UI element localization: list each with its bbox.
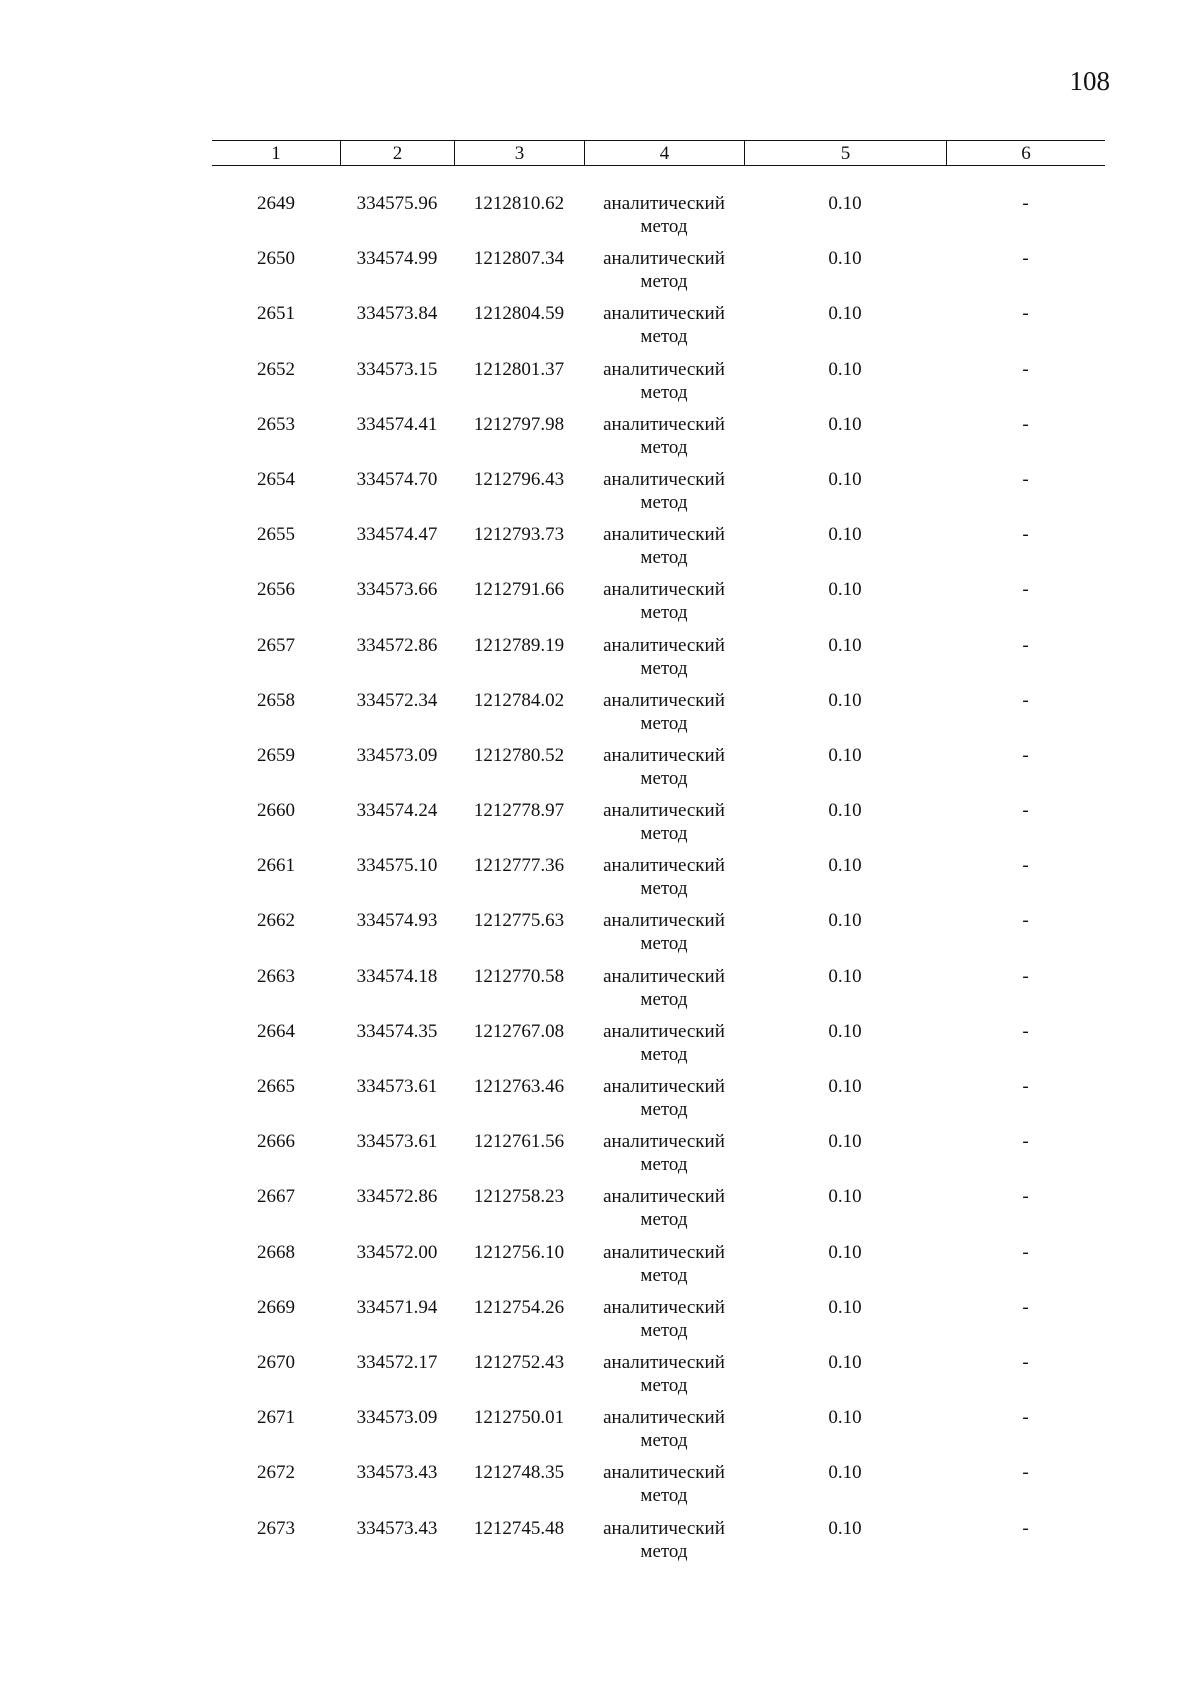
point-number: 2652 (257, 358, 295, 380)
table-row (212, 1461, 1105, 1516)
method-cell (584, 744, 744, 790)
y-coordinate: 1212804.59 (473, 303, 565, 325)
accuracy-value: 0.10 (828, 1241, 862, 1263)
method-line-1: аналитический (603, 1351, 725, 1373)
method-line-2: метод (640, 767, 688, 789)
table-row (212, 799, 1105, 854)
method-cell (584, 413, 744, 459)
method-line-2: метод (640, 1319, 688, 1341)
accuracy-value: 0.10 (828, 1076, 862, 1097)
x-coordinate: 334572.86 (356, 1186, 438, 1208)
header-col-1: 1 (271, 143, 281, 164)
note-value: - (1022, 855, 1029, 877)
note-value: - (1022, 634, 1029, 656)
table-row (212, 909, 1105, 964)
point-number: 2672 (257, 1462, 295, 1484)
note-value: - (1022, 303, 1029, 325)
method-line-1: аналитический (603, 579, 725, 601)
accuracy-value: 0.10 (828, 193, 862, 214)
y-coordinate: 1212778.97 (473, 800, 565, 822)
method-line-2: метод (640, 1264, 688, 1286)
accuracy-value: 0.10 (828, 303, 862, 325)
method-line-1: аналитический (603, 1462, 725, 1484)
accuracy-value: 0.10 (828, 1351, 862, 1373)
accuracy-value: 0.10 (828, 1296, 862, 1318)
method-line-1: аналитический (603, 1076, 725, 1097)
method-line-1: аналитический (603, 910, 725, 932)
method-line-1: аналитический (603, 855, 725, 877)
point-number: 2654 (257, 468, 295, 490)
point-number: 2663 (257, 965, 295, 987)
accuracy-value: 0.10 (828, 1517, 862, 1539)
method-line-2: метод (640, 988, 688, 1010)
table-row (212, 744, 1105, 799)
point-number: 2669 (257, 1296, 295, 1318)
note-value: - (1022, 689, 1029, 711)
point-number: 2657 (257, 634, 295, 656)
accuracy-value: 0.10 (828, 634, 862, 656)
method-cell (584, 1020, 744, 1066)
method-line-2: метод (640, 712, 688, 734)
table-row (212, 192, 1105, 247)
table-row (212, 1241, 1105, 1296)
method-line-2: метод (640, 1043, 688, 1065)
header-col-6: 6 (946, 141, 1105, 165)
table-row (212, 358, 1105, 413)
point-number: 2651 (257, 303, 295, 325)
table-row (212, 1185, 1105, 1240)
point-number: 2670 (257, 1351, 295, 1373)
method-cell (584, 302, 744, 348)
header-col-3: 3 (454, 141, 584, 165)
x-coordinate: 334574.70 (356, 468, 438, 490)
point-number: 2673 (257, 1517, 295, 1539)
x-coordinate: 334574.18 (356, 965, 438, 987)
accuracy-value: 0.10 (828, 1462, 862, 1484)
method-line-2: метод (640, 657, 688, 679)
method-line-1: аналитический (603, 193, 725, 214)
header-col-5: 5 (744, 141, 946, 165)
point-number: 2662 (257, 910, 295, 932)
table-row (212, 1351, 1105, 1406)
accuracy-value: 0.10 (828, 965, 862, 987)
method-line-2: метод (640, 823, 688, 845)
table-body (212, 192, 1105, 1572)
method-line-2: метод (640, 878, 688, 900)
method-cell (584, 1075, 744, 1121)
method-line-1: аналитический (603, 634, 725, 656)
y-coordinate: 1212801.37 (473, 358, 565, 380)
y-coordinate: 1212770.58 (473, 965, 565, 987)
method-cell (584, 468, 744, 514)
method-line-1: аналитический (603, 1517, 725, 1539)
table-row (212, 1517, 1105, 1572)
table-header (212, 140, 1105, 166)
note-value: - (1022, 965, 1029, 987)
method-line-1: аналитический (603, 689, 725, 711)
method-cell (584, 1185, 744, 1231)
x-coordinate: 334575.96 (356, 193, 438, 214)
accuracy-value: 0.10 (828, 248, 862, 270)
method-cell (584, 1461, 744, 1507)
y-coordinate: 1212754.26 (473, 1296, 565, 1318)
accuracy-value: 0.10 (828, 524, 862, 546)
method-cell (584, 1296, 744, 1342)
method-line-2: метод (640, 602, 688, 624)
note-value: - (1022, 1351, 1029, 1373)
x-coordinate: 334573.15 (356, 358, 438, 380)
accuracy-value: 0.10 (828, 1131, 862, 1153)
method-cell (584, 689, 744, 735)
method-cell (584, 578, 744, 624)
x-coordinate: 334575.10 (356, 855, 438, 877)
point-number: 2664 (257, 1020, 295, 1042)
x-coordinate: 334573.66 (356, 579, 438, 601)
point-number: 2665 (257, 1076, 295, 1097)
point-number: 2661 (257, 855, 295, 877)
y-coordinate: 1212797.98 (473, 413, 565, 435)
accuracy-value: 0.10 (828, 358, 862, 380)
method-cell (584, 192, 744, 238)
method-line-1: аналитический (603, 1296, 725, 1318)
y-coordinate: 1212767.08 (473, 1020, 565, 1042)
method-line-1: аналитический (603, 744, 725, 766)
point-number: 2653 (257, 413, 295, 435)
accuracy-value: 0.10 (828, 468, 862, 490)
table-row (212, 468, 1105, 523)
y-coordinate: 1212763.46 (473, 1076, 565, 1097)
y-coordinate: 1212784.02 (473, 689, 565, 711)
table-row (212, 689, 1105, 744)
x-coordinate: 334573.09 (356, 744, 438, 766)
y-coordinate: 1212758.23 (473, 1186, 565, 1208)
note-value: - (1022, 1020, 1029, 1042)
table-row (212, 1020, 1105, 1075)
point-number: 2658 (257, 689, 295, 711)
note-value: - (1022, 1296, 1029, 1318)
x-coordinate: 334573.09 (356, 1407, 438, 1429)
method-line-2: метод (640, 1154, 688, 1176)
point-number: 2667 (257, 1186, 295, 1208)
method-cell (584, 358, 744, 404)
note-value: - (1022, 1131, 1029, 1153)
point-number: 2660 (257, 800, 295, 822)
method-cell (584, 1241, 744, 1287)
table-row (212, 1075, 1105, 1130)
method-line-2: метод (640, 491, 688, 513)
table-row (212, 1296, 1105, 1351)
point-number: 2655 (257, 524, 295, 546)
method-cell (584, 909, 744, 955)
method-line-1: аналитический (603, 1407, 725, 1429)
method-line-2: метод (640, 1485, 688, 1507)
y-coordinate: 1212810.62 (473, 193, 565, 214)
x-coordinate: 334574.41 (356, 413, 438, 435)
point-number: 2656 (257, 579, 295, 601)
table-row (212, 1130, 1105, 1185)
y-coordinate: 1212789.19 (473, 634, 565, 656)
method-line-1: аналитический (603, 1131, 725, 1153)
method-cell (584, 523, 744, 569)
point-number: 2666 (257, 1131, 295, 1153)
accuracy-value: 0.10 (828, 689, 862, 711)
x-coordinate: 334573.43 (356, 1517, 438, 1539)
method-cell (584, 965, 744, 1011)
method-cell (584, 854, 744, 900)
method-line-2: метод (640, 326, 688, 348)
note-value: - (1022, 468, 1029, 490)
method-line-2: метод (640, 933, 688, 955)
method-line-2: метод (640, 1099, 688, 1120)
accuracy-value: 0.10 (828, 855, 862, 877)
note-value: - (1022, 1241, 1029, 1263)
y-coordinate: 1212750.01 (473, 1407, 565, 1429)
y-coordinate: 1212807.34 (473, 248, 565, 270)
y-coordinate: 1212791.66 (473, 579, 565, 601)
x-coordinate: 334574.93 (356, 910, 438, 932)
y-coordinate: 1212761.56 (473, 1131, 565, 1153)
x-coordinate: 334572.34 (356, 689, 438, 711)
x-coordinate: 334572.00 (356, 1241, 438, 1263)
x-coordinate: 334574.24 (356, 800, 438, 822)
method-cell (584, 799, 744, 845)
method-cell (584, 634, 744, 680)
method-line-1: аналитический (603, 1241, 725, 1263)
y-coordinate: 1212793.73 (473, 524, 565, 546)
note-value: - (1022, 524, 1029, 546)
x-coordinate: 334574.47 (356, 524, 438, 546)
method-line-1: аналитический (603, 1186, 725, 1208)
method-line-2: метод (640, 271, 688, 293)
point-number: 2650 (257, 248, 295, 270)
note-value: - (1022, 358, 1029, 380)
table-row (212, 302, 1105, 357)
header-col-2: 2 (340, 141, 454, 165)
method-line-2: метод (640, 436, 688, 458)
accuracy-value: 0.10 (828, 910, 862, 932)
table-row (212, 413, 1105, 468)
x-coordinate: 334572.17 (356, 1351, 438, 1373)
x-coordinate: 334573.61 (356, 1131, 438, 1153)
method-cell (584, 1351, 744, 1397)
note-value: - (1022, 1076, 1029, 1097)
point-number: 2649 (257, 193, 295, 214)
y-coordinate: 1212756.10 (473, 1241, 565, 1263)
method-line-1: аналитический (603, 1020, 725, 1042)
method-line-2: метод (640, 547, 688, 569)
method-line-1: аналитический (603, 248, 725, 270)
table-row (212, 1406, 1105, 1461)
y-coordinate: 1212780.52 (473, 744, 565, 766)
note-value: - (1022, 248, 1029, 270)
y-coordinate: 1212777.36 (473, 855, 565, 877)
note-value: - (1022, 413, 1029, 435)
x-coordinate: 334573.43 (356, 1462, 438, 1484)
accuracy-value: 0.10 (828, 579, 862, 601)
method-line-2: метод (640, 216, 688, 237)
accuracy-value: 0.10 (828, 800, 862, 822)
x-coordinate: 334572.86 (356, 634, 438, 656)
y-coordinate: 1212775.63 (473, 910, 565, 932)
accuracy-value: 0.10 (828, 1020, 862, 1042)
point-number: 2659 (257, 744, 295, 766)
y-coordinate: 1212752.43 (473, 1351, 565, 1373)
note-value: - (1022, 800, 1029, 822)
method-line-2: метод (640, 1430, 688, 1452)
note-value: - (1022, 910, 1029, 932)
table-row (212, 854, 1105, 909)
method-cell (584, 247, 744, 293)
y-coordinate: 1212796.43 (473, 468, 565, 490)
method-cell (584, 1406, 744, 1452)
method-cell (584, 1517, 744, 1563)
method-line-2: метод (640, 381, 688, 403)
method-line-2: метод (640, 1374, 688, 1396)
method-line-2: метод (640, 1540, 688, 1562)
header-col-4: 4 (584, 141, 744, 165)
note-value: - (1022, 1407, 1029, 1429)
x-coordinate: 334574.35 (356, 1020, 438, 1042)
note-value: - (1022, 193, 1029, 214)
note-value: - (1022, 744, 1029, 766)
coordinates-table (212, 140, 1105, 1562)
note-value: - (1022, 1462, 1029, 1484)
table-row (212, 247, 1105, 302)
y-coordinate: 1212745.48 (473, 1517, 565, 1539)
x-coordinate: 334573.84 (356, 303, 438, 325)
method-line-1: аналитический (603, 965, 725, 987)
method-line-1: аналитический (603, 800, 725, 822)
method-line-1: аналитический (603, 413, 725, 435)
method-line-1: аналитический (603, 358, 725, 380)
point-number: 2671 (257, 1407, 295, 1429)
note-value: - (1022, 579, 1029, 601)
table-row (212, 965, 1105, 1020)
note-value: - (1022, 1517, 1029, 1539)
x-coordinate: 334574.99 (356, 248, 438, 270)
y-coordinate: 1212748.35 (473, 1462, 565, 1484)
accuracy-value: 0.10 (828, 1186, 862, 1208)
method-line-1: аналитический (603, 524, 725, 546)
x-coordinate: 334573.61 (356, 1076, 438, 1097)
table-row (212, 578, 1105, 633)
method-cell (584, 1130, 744, 1176)
accuracy-value: 0.10 (828, 1407, 862, 1429)
x-coordinate: 334571.94 (356, 1296, 438, 1318)
table-row (212, 523, 1105, 578)
point-number: 2668 (257, 1241, 295, 1263)
accuracy-value: 0.10 (828, 744, 862, 766)
table-row (212, 634, 1105, 689)
note-value: - (1022, 1186, 1029, 1208)
accuracy-value: 0.10 (828, 413, 862, 435)
method-line-2: метод (640, 1209, 688, 1231)
page-number: 108 (1069, 66, 1110, 96)
method-line-1: аналитический (603, 303, 725, 325)
method-line-1: аналитический (603, 468, 725, 490)
